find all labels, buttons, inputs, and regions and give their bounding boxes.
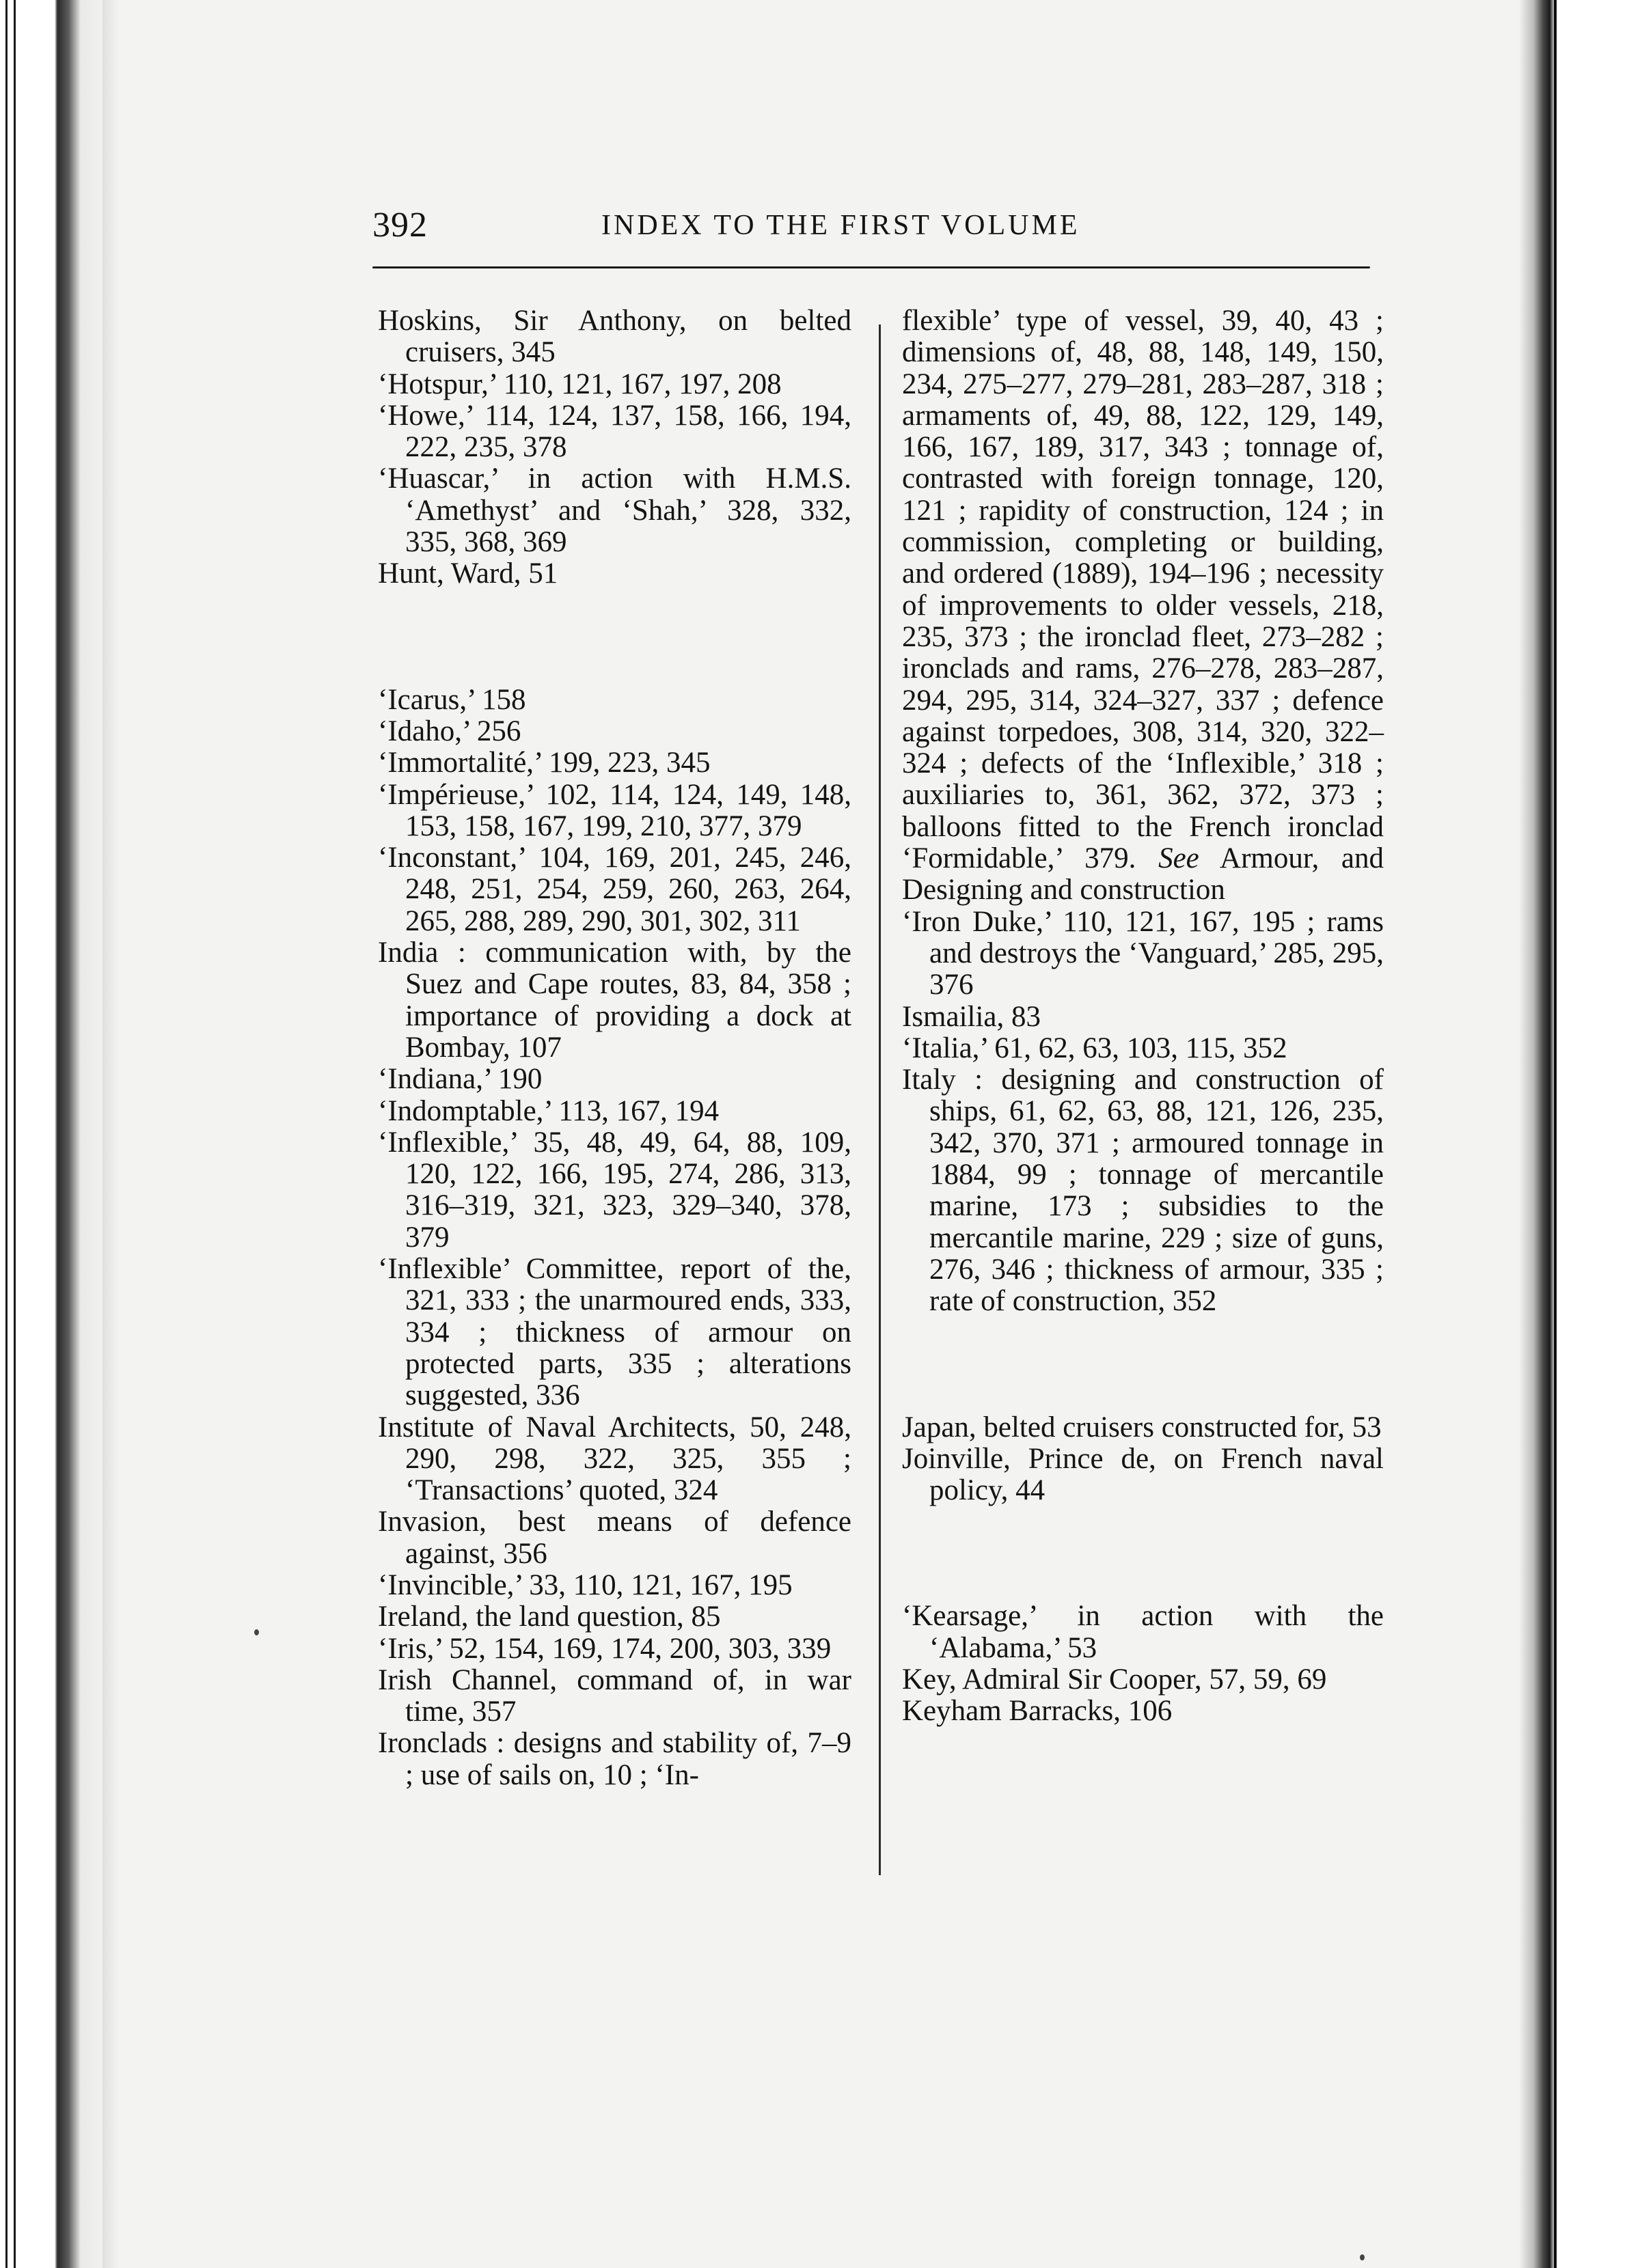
index-entry: ‘Indiana,’ 190 — [378, 1063, 543, 1096]
see-reference-text: Armour, and Designing and construction — [902, 842, 1384, 907]
letter-section-gap — [902, 1506, 1384, 1601]
left-page-edge — [0, 0, 102, 2268]
index-column-right — [902, 305, 1384, 1728]
paper-speck — [1360, 2254, 1365, 2260]
paper-speck — [254, 1629, 259, 1635]
index-entry: ‘Impérieuse,’ 102, 114, 124, 149, 148, 153, 158, 167, 199, 210, 377, 379 — [378, 778, 851, 842]
index-entry: ‘Iris,’ 52, 154, 169, 174, 200, 303, 339 — [378, 1632, 832, 1665]
index-entry: ‘Kearsage,’ in action with the ‘Alabama,’ 53 — [902, 1600, 1384, 1664]
index-entry: Italy : designing and construction of ships, 61, 62, 63, 88, 121, 126, 235, 342, 370, 371 ; armoured tonnage in 1884, 99 ; tonnage of mercantile marine, 173 ; subsidies to the mercantile marine, 229 ; size of guns, 276, 346 ; thickness of armour, 335 ; rate of construction, 352 — [902, 1064, 1384, 1318]
column-divider — [879, 324, 881, 1875]
index-entry: Hunt, Ward, 51 — [378, 557, 558, 590]
index-entry: ‘Indomptable,’ 113, 167, 194 — [378, 1094, 720, 1127]
index-entry: Ireland, the land question, 85 — [378, 1601, 721, 1633]
edge-line — [14, 0, 16, 2268]
index-entry: ‘Inconstant,’ 104, 169, 201, 245, 246, 248, 251, 254, 259, 260, 263, 264, 265, 288, 289, 290, 301, 302, 311 — [378, 842, 851, 937]
index-entry: ‘Icarus,’ 158 — [378, 683, 526, 716]
index-entry: ‘Inflexible’ Committee, report of the, 321, 333 ; the unarmoured ends, 333, 334 ; thickness of armour on protected parts, 335 ; alterations suggested, 336 — [378, 1253, 851, 1412]
index-entry: ‘Inflexible,’ 35, 48, 49, 64, 88, 109, 120, 122, 166, 195, 274, 286, 313, 316–319, 321, 323, 329–340, 378, 379 — [378, 1126, 851, 1254]
index-entry: ‘Howe,’ 114, 124, 137, 158, 166, 194, 222, 235, 378 — [378, 399, 851, 464]
edge-line — [5, 0, 8, 2268]
index-entry: Invasion, best means of defence against, 356 — [378, 1506, 851, 1570]
spine-shadow — [102, 0, 119, 2268]
letter-section-gap — [378, 590, 851, 684]
index-entry: ‘Invincible,’ 33, 110, 121, 167, 195 — [378, 1568, 793, 1601]
index-entry: Irish Channel, command of, in war time, 357 — [378, 1663, 851, 1728]
index-entry: ‘Immortalité,’ 199, 223, 345 — [378, 747, 711, 779]
right-page-edge — [1520, 0, 1640, 2268]
index-column-left — [378, 305, 851, 1791]
index-entry: Keyham Barracks, 106 — [902, 1695, 1173, 1728]
index-entry: ‘Iron Duke,’ 110, 121, 167, 195 ; rams and destroys the ‘Vanguard,’ 285, 295, 376 — [902, 905, 1384, 1001]
page-header — [372, 205, 1370, 253]
index-entry: ‘Italia,’ 61, 62, 63, 103, 115, 352 — [902, 1032, 1287, 1064]
index-entry: Key, Admiral Sir Cooper, 57, 59, 69 — [902, 1663, 1327, 1696]
index-entry: Joinville, Prince de, on French naval policy, 44 — [902, 1442, 1384, 1507]
see-reference-label: See — [1158, 842, 1199, 875]
running-title: INDEX TO THE FIRST VOLUME — [601, 210, 1080, 241]
index-entry: Hoskins, Sir Anthony, on belted cruisers, 345 — [378, 305, 851, 369]
index-entry: Japan, belted cruisers constructed for, 53 — [902, 1411, 1382, 1443]
edge-line — [1554, 0, 1557, 2268]
index-entry: India : communication with, by the Suez and Cape routes, 83, 84, 358 ; importance of providing a dock at Bombay, 107 — [378, 937, 851, 1064]
index-entry: ‘Hotspur,’ 110, 121, 167, 197, 208 — [378, 368, 782, 400]
letter-section-gap — [902, 1318, 1384, 1412]
index-entry: Institute of Naval Architects, 50, 248, 290, 298, 322, 325, 355 ; ‘Transactions’ quoted, 324 — [378, 1411, 851, 1507]
header-rule — [372, 266, 1370, 268]
index-entry-text: flexible’ type of vessel, 39, 40, 43 ; dimensions of, 48, 88, 148, 149, 150, 234, 275–277, 279–281, 283–287, 318 ; armaments of, 49, 88, 122, 129, 149, 166, 167, 189, 317, 343 ; tonnage of, contrasted with foreign tonnage, 120, 121 ; rapidity of construction, 124 ; in commission, completing or building, and ordered (1889), 194–196 ; necessity of improvements to older vessels, 218, 235, 373 ; the ironclad fleet, 273–282 ; ironclads and rams, 276–278, 283–287, 294, 295, 314, 324–327, 337 ; defence against torpedoes, 308, 314, 320, 322–324 ; defects of the ‘Inflexible,’ 318 ; auxiliaries to, 361, 362, 372, 373 ; balloons fitted to the French ironclad ‘Formidable,’ 379. — [902, 305, 1384, 875]
index-entry: ‘Huascar,’ in action with H.M.S. ‘Amethyst’ and ‘Shah,’ 328, 332, 335, 368, 369 — [378, 462, 851, 559]
index-entry: ‘Idaho,’ 256 — [378, 715, 521, 747]
index-entry: Ironclads : designs and stability of, 7–9 ; use of sails on, 10 ; ‘In- — [378, 1727, 851, 1791]
index-entry: Ismailia, 83 — [902, 1000, 1041, 1033]
page-number: 392 — [372, 206, 428, 245]
index-entry-continuation — [902, 305, 1384, 907]
